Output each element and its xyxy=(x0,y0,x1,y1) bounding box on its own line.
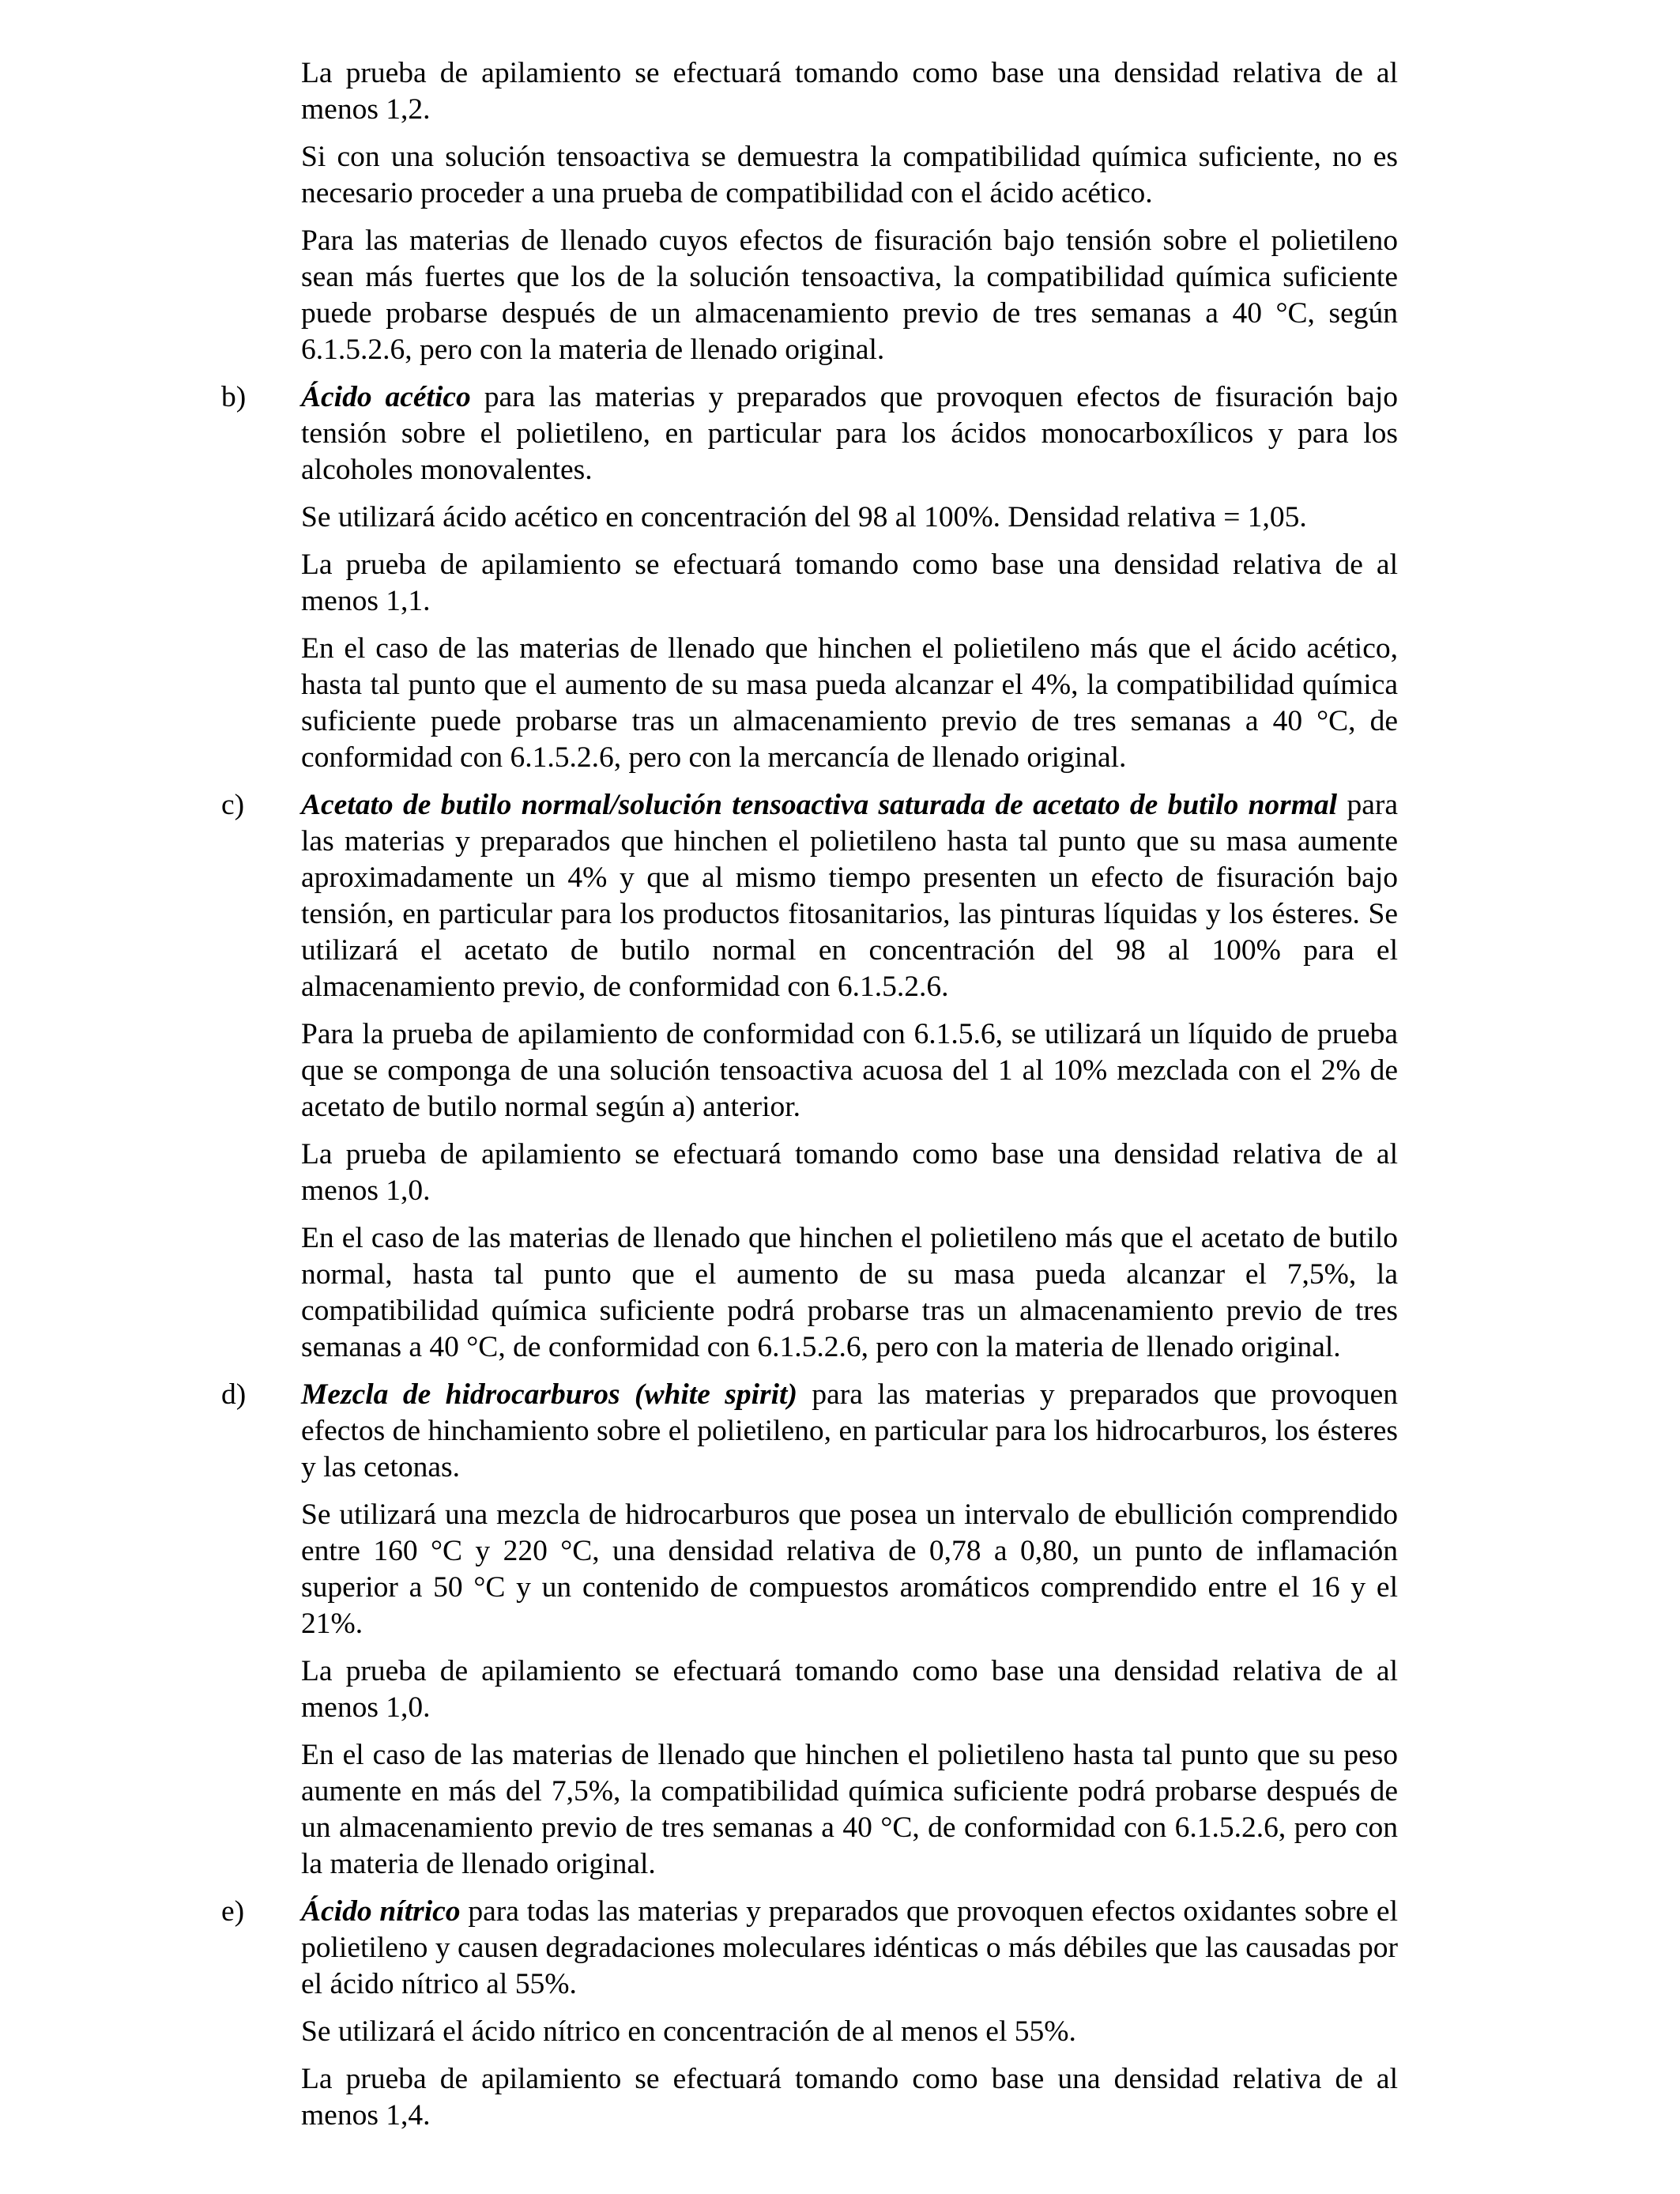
item-lead-paragraph xyxy=(301,787,1398,1005)
item-lead-text: para las materias y preparados que provoquen efectos de hinchamiento sobre el polietileno, en particular para los hidrocarburos, los ésteres y las cetonas. xyxy=(301,1378,1398,1483)
item-lead-paragraph xyxy=(301,1894,1398,2003)
paragraph: Se utilizará el ácido nítrico en concentración de al menos el 55%. xyxy=(301,2015,1076,2048)
item-term: Ácido acético xyxy=(301,381,471,413)
item-term: Mezcla de hidrocarburos (white spirit) xyxy=(301,1378,797,1411)
paragraph: La prueba de apilamiento se efectuará tomando como base una densidad relativa de al menos 1,1. xyxy=(301,548,1398,617)
paragraph: La prueba de apilamiento se efectuará tomando como base una densidad relativa de al menos 1,0. xyxy=(301,1655,1398,1724)
item-label: c) xyxy=(221,789,245,821)
item-lead-text: para las materias y preparados que provoquen efectos de fisuración bajo tensión sobre el polietileno, en particular para los ácidos monocarboxílicos y para los alcoholes monovalentes. xyxy=(301,381,1398,486)
item-term: Ácido nítrico xyxy=(301,1895,461,1928)
paragraph: Para las materias de llenado cuyos efectos de fisuración bajo tensión sobre el polietileno sean más fuertes que los de la solución tensoactiva, la compatibilidad química suficiente puede probarse después de un almacenamiento previo de tres semanas a 40 °C, según 6.1.5.2.6, pero con la materia de llenado original. xyxy=(301,224,1398,366)
paragraph: En el caso de las materias de llenado que hinchen el polietileno más que el acetato de butilo normal, hasta tal punto que el aumento de su masa pueda alcanzar el 7,5%, la compatibilidad química suficiente podrá probarse tras un almacenamiento previo de tres semanas a 40 °C, de conformidad con 6.1.5.2.6, pero con la materia de llenado original. xyxy=(301,1222,1398,1363)
list-item-d xyxy=(221,1377,1398,1883)
paragraph: La prueba de apilamiento se efectuará tomando como base una densidad relativa de al menos 1,4. xyxy=(301,2063,1398,2132)
item-term: Acetato de butilo normal/solución tensoactiva saturada de acetato de butilo normal xyxy=(301,789,1338,821)
item-lead-paragraph xyxy=(301,1377,1398,1486)
list-item-c xyxy=(221,787,1398,1366)
item-label: b) xyxy=(221,381,247,413)
item-lead-text: para las materias y preparados que hinchen el polietileno hasta tal punto que su masa aumente aproximadamente un 4% y que al mismo tiempo presenten un efecto de fisuración bajo tensión, en particular para los productos fitosanitarios, las pinturas líquidas y los ésteres. Se utilizará el acetato de butilo normal en concentración del 98 al 100% para el almacenamiento previo, de conformidad con 6.1.5.2.6. xyxy=(301,789,1398,1003)
item-lead-paragraph xyxy=(301,379,1398,488)
paragraph: La prueba de apilamiento se efectuará tomando como base una densidad relativa de al menos 1,0. xyxy=(301,1138,1398,1207)
item-label: d) xyxy=(221,1378,247,1411)
paragraph: Se utilizará una mezcla de hidrocarburos que posea un intervalo de ebullición comprendido entre 160 °C y 220 °C, una densidad relativa de 0,78 a 0,80, un punto de inflamación superior a 50 °C y un contenido de compuestos aromáticos comprendido entre el 16 y el 21%. xyxy=(301,1498,1398,1640)
paragraph: La prueba de apilamiento se efectuará tomando como base una densidad relativa de al menos 1,2. xyxy=(301,57,1398,126)
paragraph: Para la prueba de apilamiento de conformidad con 6.1.5.6, se utilizará un líquido de prueba que se componga de una solución tensoactiva acuosa del 1 al 10% mezclada con el 2% de acetato de butilo normal según a) anterior. xyxy=(301,1018,1398,1123)
item-lead-text: para todas las materias y preparados que provoquen efectos oxidantes sobre el polietileno y causen degradaciones moleculares idénticas o más débiles que las causadas por el ácido nítrico al 55%. xyxy=(301,1895,1398,2000)
paragraph: En el caso de las materias de llenado que hinchen el polietileno más que el ácido acético, hasta tal punto que el aumento de su masa pueda alcanzar el 4%, la compatibilidad química suficiente puede probarse tras un almacenamiento previo de tres semanas a 40 °C, de conformidad con 6.1.5.2.6, pero con la mercancía de llenado original. xyxy=(301,632,1398,774)
list-item-b xyxy=(221,379,1398,776)
paragraph: En el caso de las materias de llenado que hinchen el polietileno hasta tal punto que su peso aumente en más del 7,5%, la compatibilidad química suficiente podrá probarse después de un almacenamiento previo de tres semanas a 40 °C, de conformidad con 6.1.5.2.6, pero con la materia de llenado original. xyxy=(301,1739,1398,1880)
item-label: e) xyxy=(221,1895,245,1928)
list-item-e xyxy=(221,1894,1398,2134)
paragraph: Se utilizará ácido acético en concentración del 98 al 100%. Densidad relativa = 1,05. xyxy=(301,501,1307,533)
paragraph: Si con una solución tensoactiva se demuestra la compatibilidad química suficiente, no es necesario proceder a una prueba de compatibilidad con el ácido acético. xyxy=(301,141,1398,209)
document-body xyxy=(221,55,1398,2145)
